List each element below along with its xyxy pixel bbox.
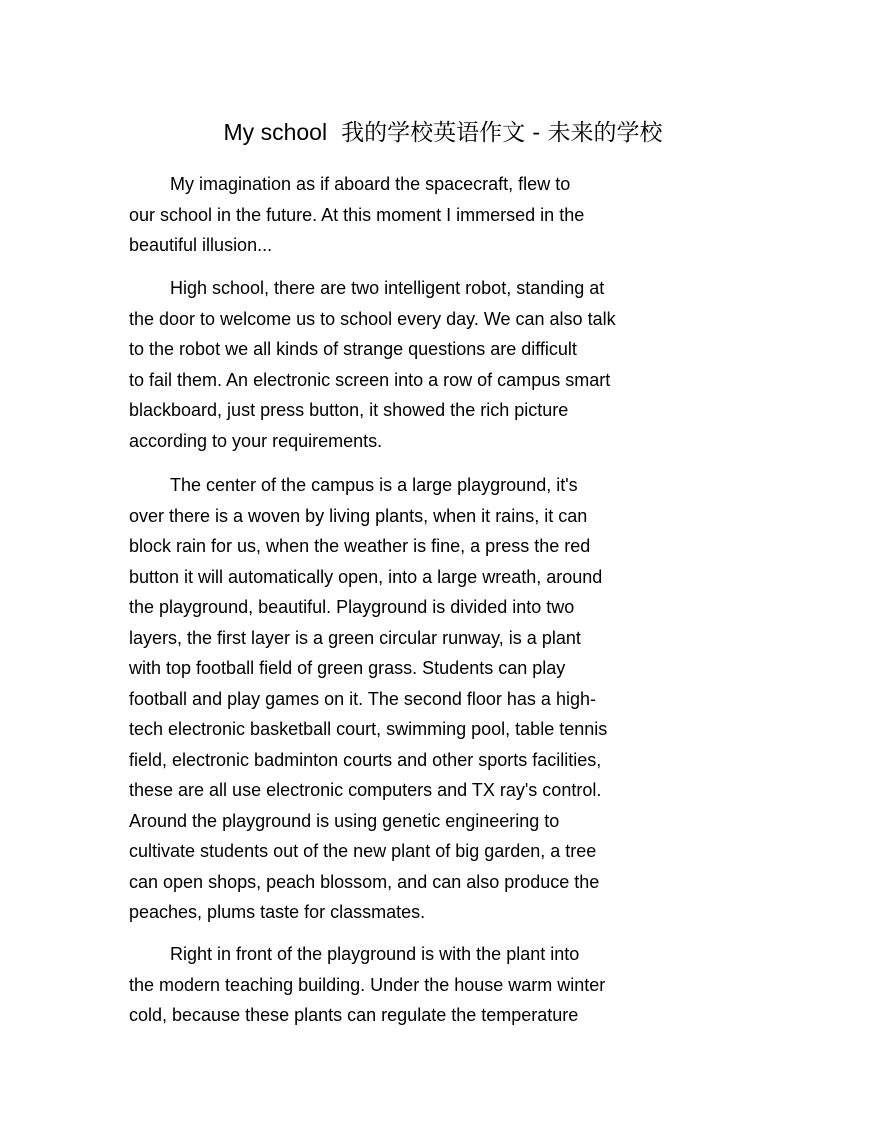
paragraph-line: with top football field of green grass. Students can play xyxy=(129,658,566,678)
paragraph-line: can open shops, peach blossom, and can also produce the xyxy=(129,871,600,892)
paragraph-line: the modern teaching building. Under the house warm winter xyxy=(129,974,606,995)
page-title xyxy=(0,116,886,149)
paragraph-1 xyxy=(129,169,659,261)
paragraph-line: to the robot we all kinds of strange questions are difficult xyxy=(129,339,577,359)
paragraph-4 xyxy=(129,939,659,1031)
paragraph-line: cold, because these plants can regulate the temperature xyxy=(129,1005,579,1025)
paragraph-line: the door to welcome us to school every day. We can also talk xyxy=(129,308,616,329)
paragraph-line: peaches, plums taste for classmates. xyxy=(129,902,426,922)
paragraph-line: My imagination as if aboard the spacecraft, flew to xyxy=(170,174,571,194)
paragraph-line: field, electronic badminton courts and other sports facilities, xyxy=(129,749,602,770)
paragraph-line: Around the playground is using genetic engineering to xyxy=(129,810,560,831)
paragraph-line: our school in the future. At this moment I immersed in the xyxy=(129,204,585,225)
paragraph-line: these are all use electronic computers and TX ray's control. xyxy=(129,780,602,800)
paragraph-line: according to your requirements. xyxy=(129,430,383,451)
paragraph-line: button it will automatically open, into a large wreath, around xyxy=(129,566,603,587)
paragraph-line: Right in front of the playground is with the plant into xyxy=(170,944,580,964)
paragraph-2 xyxy=(129,273,659,456)
paragraph-line: the playground, beautiful. Playground is divided into two xyxy=(129,597,575,617)
title-english: My school xyxy=(223,119,328,145)
paragraph-line: cultivate students out of the new plant of big garden, a tree xyxy=(129,841,597,861)
paragraph-line: tech electronic basketball court, swimming pool, table tennis xyxy=(129,719,608,739)
paragraph-line: block rain for us, when the weather is fine, a press the red xyxy=(129,536,591,556)
paragraph-line: to fail them. An electronic screen into a row of campus smart xyxy=(129,369,611,390)
paragraph-line: High school, there are two intelligent robot, standing at xyxy=(170,278,605,298)
paragraph-line: over there is a woven by living plants, when it rains, it can xyxy=(129,505,588,526)
paragraph-3 xyxy=(129,470,659,928)
paragraph-line: layers, the first layer is a green circular runway, is a plant xyxy=(129,627,581,648)
paragraph-line: The center of the campus is a large playground, it's xyxy=(170,475,578,495)
paragraph-line: blackboard, just press button, it showed the rich picture xyxy=(129,400,569,420)
title-chinese: 我的学校英语作文 - 未来的学校 xyxy=(341,120,663,146)
paragraph-line: football and play games on it. The second floor has a high- xyxy=(129,688,596,709)
paragraph-line: beautiful illusion... xyxy=(129,235,273,255)
